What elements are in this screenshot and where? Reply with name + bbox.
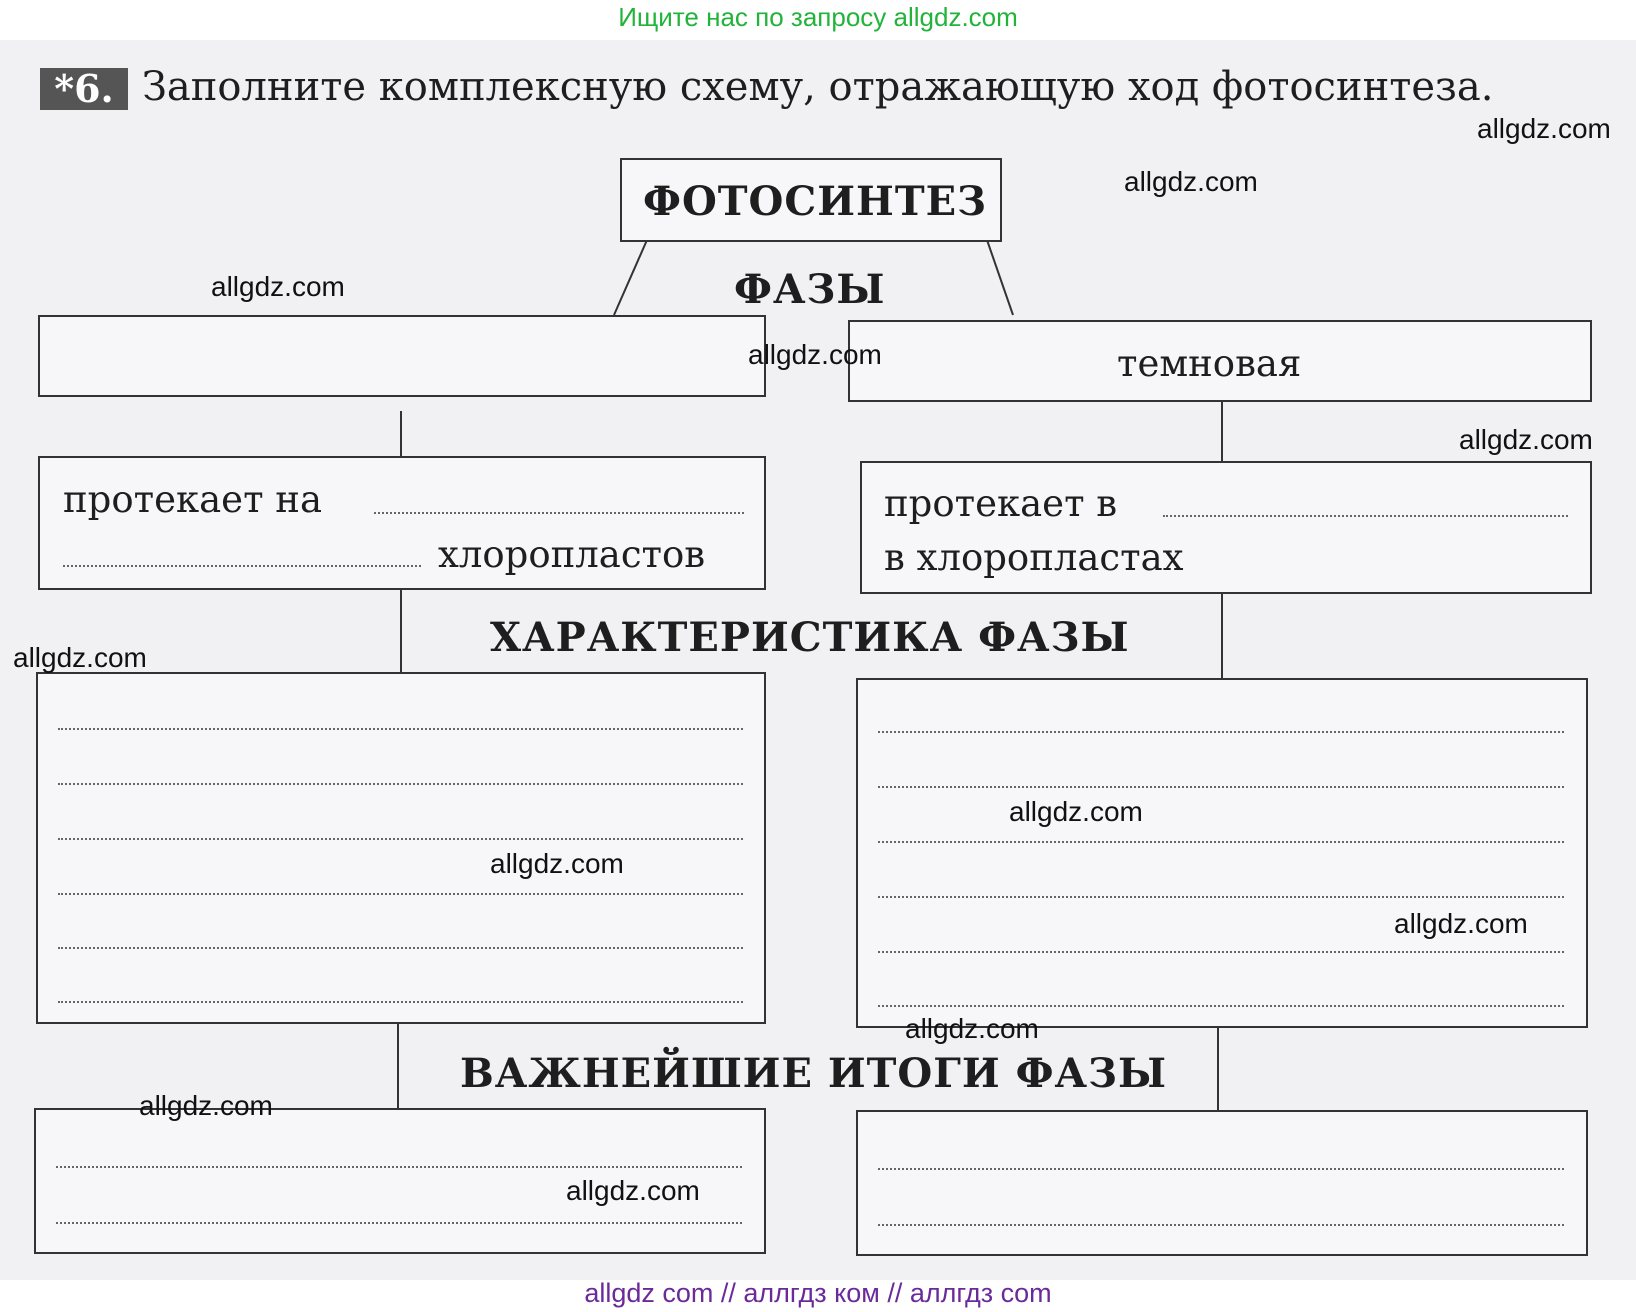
task-number: *6. [40, 68, 128, 110]
light-characteristic-line[interactable] [58, 783, 743, 785]
watermark: allgdz.com [1009, 796, 1143, 827]
light-location-line1: протекает на [63, 478, 323, 521]
light-characteristic-box [36, 672, 766, 1024]
watermark: allgdz.com [211, 271, 345, 302]
light-phase-box[interactable] [38, 315, 766, 397]
watermark: allgdz.com [748, 339, 882, 370]
light-characteristic-line[interactable] [58, 838, 743, 840]
watermark: allgdz.com [1459, 424, 1593, 455]
light-characteristic-line[interactable] [58, 947, 743, 949]
dark-characteristic-line[interactable] [878, 786, 1564, 788]
light-characteristic-line[interactable] [58, 728, 743, 730]
light-results-line[interactable] [56, 1222, 742, 1224]
watermark: allgdz.com [566, 1175, 700, 1206]
dark-characteristic-line[interactable] [878, 1005, 1564, 1007]
light-location-blank-1[interactable] [374, 512, 744, 514]
watermark: allgdz.com [1394, 908, 1528, 939]
dark-characteristic-line[interactable] [878, 951, 1564, 953]
dark-results-box [856, 1110, 1588, 1256]
dark-results-line[interactable] [878, 1224, 1564, 1226]
photosynthesis-title: ФОТОСИНТЕЗ [643, 178, 987, 225]
light-results-line[interactable] [56, 1166, 742, 1168]
phases-heading: ФАЗЫ [734, 266, 886, 313]
light-characteristic-line[interactable] [58, 1001, 743, 1003]
dark-characteristic-line[interactable] [878, 841, 1564, 843]
top-banner[interactable]: Ищите нас по запросу allgdz.com [618, 2, 1018, 32]
dark-location-line1: протекает в [884, 482, 1118, 525]
dark-location-line2: в хлоропластах [884, 536, 1184, 579]
task-text: Заполните комплексную схему, отражающую ход фотосинтеза. [142, 64, 1494, 110]
footer-links[interactable]: allgdz com // аллгдз ком // аллгдз com [584, 1278, 1052, 1308]
watermark: allgdz.com [905, 1013, 1039, 1044]
dark-characteristic-line[interactable] [878, 896, 1564, 898]
watermark: allgdz.com [139, 1090, 273, 1121]
watermark: allgdz.com [13, 642, 147, 673]
light-location-line2: хлоропластов [438, 533, 706, 576]
watermark: allgdz.com [1124, 166, 1258, 197]
characteristic-heading: ХАРАКТЕРИСТИКА ФАЗЫ [490, 614, 1130, 661]
results-heading: ВАЖНЕЙШИЕ ИТОГИ ФАЗЫ [460, 1050, 1168, 1097]
watermark: allgdz.com [490, 848, 624, 879]
light-location-blank-2[interactable] [63, 565, 421, 567]
dark-location-blank[interactable] [1163, 515, 1568, 517]
light-characteristic-line[interactable] [58, 893, 743, 895]
watermark: allgdz.com [1477, 113, 1611, 144]
dark-phase-label: темновая [1117, 342, 1302, 385]
dark-results-line[interactable] [878, 1168, 1564, 1170]
dark-characteristic-line[interactable] [878, 731, 1564, 733]
